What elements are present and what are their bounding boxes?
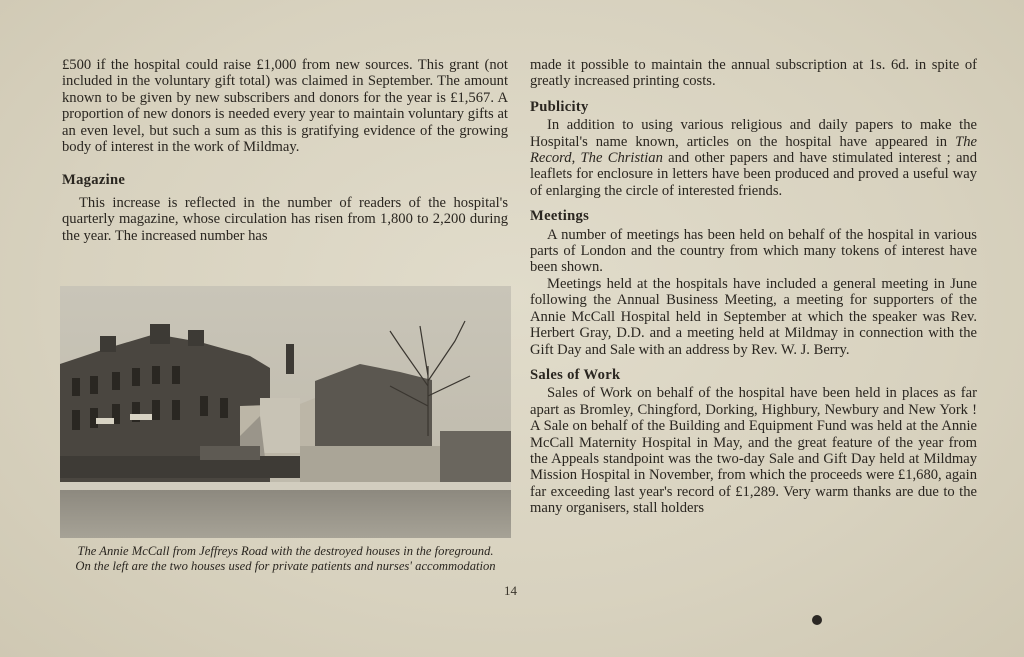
magazine-heading: Magazine: [62, 172, 126, 189]
publicity-text-3: and other papers and have stimulated interest ; and leaflets for enclosure in letters have been produced and proved a useful way of enlarging the circle of interested friends.: [530, 150, 978, 199]
photo-caption: [60, 544, 511, 574]
publicity-title-record: The Record: [530, 133, 977, 167]
publicity-title-christian: The Christian: [580, 150, 663, 167]
left-paragraph-donors: £500 if the hospital could raise £1,000 from new sources. This grant (not included in the voluntary gift total) was claimed in September. The amount known to be given by new subscribers and donors for the year is £1,567. A proportion of new donors is needed every year to maintain voluntary gifts at an even level, but such a sum as this is gratifying evidence of the growing body of interest in the work of Mildmay.: [62, 57, 508, 156]
meetings-paragraph-2: Meetings held at the hospitals have included a general meeting in June following the Annual Business Meeting, a meeting for supporters of the Annie McCall Hospital held in September at which the speaker was Rev. Herbert Gray, D.D. and a meeting held at Mildmay in connection with the Gift Day and Sale with an address by Rev. W. J. Berry.: [530, 275, 977, 358]
publicity-text-1: In addition to using various religious and daily papers to make the Hospital's name known, articles on the hospital have appeared in: [530, 117, 977, 150]
meetings-paragraph-1: A number of meetings has been held on behalf of the hospital in various parts of London and the country from which many tokens of interest have been shown.: [530, 226, 977, 276]
publicity-paragraph: [530, 117, 977, 199]
publicity-heading: Publicity: [530, 98, 589, 115]
caption-line-2: On the left are the two houses used for private patients and nurses' accommodation: [75, 559, 496, 573]
ink-speck: [812, 615, 822, 625]
left-column: [62, 57, 508, 244]
page-number: 14: [504, 583, 517, 598]
right-column: [530, 57, 977, 517]
magazine-paragraph: This increase is reflected in the number of readers of the hospital's quarterly magazine, whose circulation has risen from 1,800 to 2,200 during the year. The increased number has: [62, 194, 508, 244]
hospital-photo-image: [60, 286, 511, 538]
meetings-heading: Meetings: [530, 208, 590, 225]
sales-heading: Sales of Work: [530, 366, 621, 383]
caption-line-1: The Annie McCall from Jeffreys Road with the destroyed houses in the foreground.: [77, 544, 494, 558]
sales-paragraph: Sales of Work on behalf of the hospital have been held in places as far apart as Bromley, Chingford, Dorking, Highbury, Newbury and New York ! A Sale on behalf of the Building and Equipment Fund was held at the Annie McCall Maternity Hospital in May, and the great feature of the year from the Appeals standpoint was the two-day Sale and Gift Day held at Mildmay Mission Hospital in November, from which the proceeds were £1,680, again far exceeding last year's record of £1,289. Very warm thanks are due to the many organisers, stall holders: [530, 385, 977, 517]
publicity-text-2: ,: [571, 150, 581, 167]
hospital-photograph: [60, 286, 511, 538]
right-paragraph-subscription: made it possible to maintain the annual subscription at 1s. 6d. in spite of greatly increased printing costs.: [530, 57, 977, 90]
